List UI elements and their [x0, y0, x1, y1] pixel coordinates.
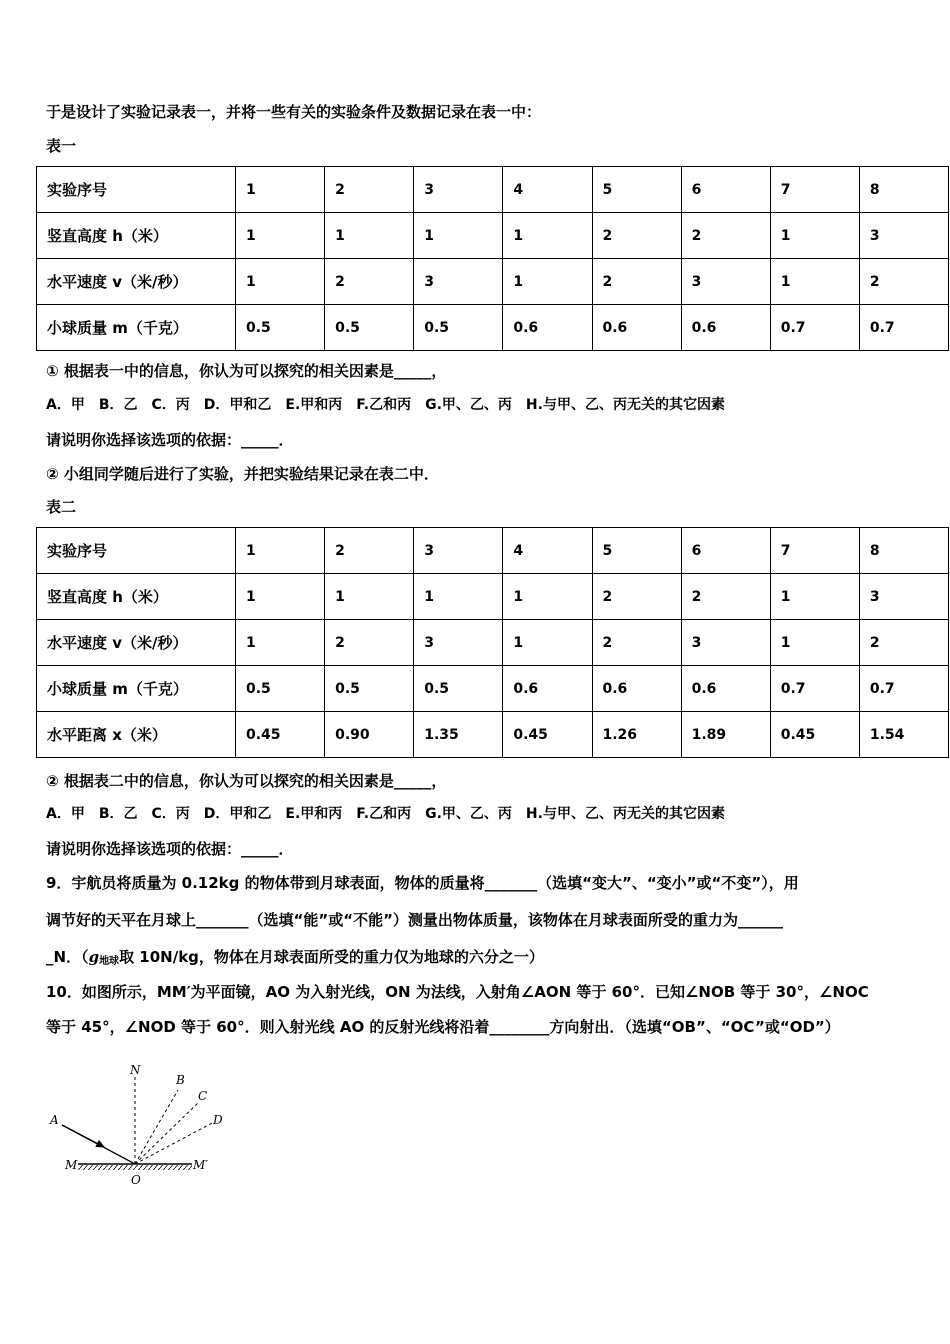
q10-line1: 10．如图所示，MM′为平面镜，AO 为入射光线，ON 为法线，入射角∠AON 等于 60°．已知∠NOB 等于 30°，∠NOC — [46, 983, 869, 1001]
label-A: A — [50, 1113, 59, 1127]
table-cell: 3 — [681, 259, 770, 305]
table-cell: 2 — [859, 259, 948, 305]
q9-line3-a: _N．（ — [46, 948, 89, 966]
ray-OC — [135, 1102, 199, 1164]
table-cell: 2 — [325, 167, 414, 213]
table-cell: 5 — [592, 528, 681, 574]
table-row — [37, 305, 949, 351]
table-cell: 2 — [325, 528, 414, 574]
table-cell: 1 — [236, 213, 325, 259]
table-cell: 1 — [770, 620, 859, 666]
table-cell: 3 — [414, 528, 503, 574]
table-cell: 4 — [503, 167, 592, 213]
label-O: O — [131, 1173, 141, 1187]
table-cell: 1 — [236, 528, 325, 574]
table-cell: 2 — [325, 259, 414, 305]
table-row — [37, 167, 949, 213]
row-label: 实验序号 — [37, 167, 236, 213]
row-label: 小球质量 m（千克） — [37, 666, 236, 712]
table-cell: 0.7 — [770, 305, 859, 351]
table-cell: 1 — [236, 574, 325, 620]
table-cell: 8 — [859, 167, 948, 213]
q1-question: ① 根据表一中的信息，你认为可以探究的相关因素是_____， — [46, 362, 447, 380]
table-cell: 3 — [859, 213, 948, 259]
row-label: 竖直高度 h（米） — [37, 574, 236, 620]
table-cell: 7 — [770, 528, 859, 574]
table-cell: 1.89 — [681, 712, 770, 758]
table-cell: 2 — [592, 620, 681, 666]
label-M: M — [65, 1158, 78, 1172]
q9-line2: 调节好的天平在月球上_______（选填“能”或“不能”）测量出物体质量，该物体在月球表面所受的重力为______ — [46, 911, 783, 929]
table-cell: 1 — [414, 574, 503, 620]
table-cell: 0.6 — [503, 666, 592, 712]
table-row — [37, 259, 949, 305]
table-cell: 0.6 — [592, 305, 681, 351]
table-cell: 3 — [414, 259, 503, 305]
table-cell: 0.5 — [236, 666, 325, 712]
table-cell: 0.7 — [770, 666, 859, 712]
q9-g-symbol: g — [88, 948, 100, 966]
q10-line2: 等于 45°，∠NOD 等于 60°．则入射光线 AO 的反射光线将沿着________方向射出．（选填“OB”、“OC”或“OD”） — [46, 1018, 840, 1036]
row-label: 实验序号 — [37, 528, 236, 574]
table-row — [37, 712, 949, 758]
table-cell: 1 — [236, 259, 325, 305]
table-cell: 1 — [325, 574, 414, 620]
table-cell: 2 — [592, 213, 681, 259]
table-cell: 0.45 — [503, 712, 592, 758]
table-cell: 1.26 — [592, 712, 681, 758]
intro-text: 于是设计了实验记录表一，并将一些有关的实验条件及数据记录在表一中： — [46, 103, 542, 121]
table-cell: 0.5 — [325, 666, 414, 712]
label-N: N — [130, 1063, 141, 1077]
q1-options: A．甲 B．乙 C．丙 D．甲和乙 E.甲和丙 F.乙和丙 G.甲、乙、丙 H.与甲、乙、丙无关的其它因素 — [46, 397, 725, 413]
table-cell: 0.5 — [325, 305, 414, 351]
table-cell: 1 — [503, 574, 592, 620]
table-cell: 6 — [681, 167, 770, 213]
table1 — [36, 166, 949, 351]
table-cell: 2 — [859, 620, 948, 666]
table-row — [37, 666, 949, 712]
table-cell: 2 — [325, 620, 414, 666]
table-cell: 0.45 — [236, 712, 325, 758]
label-B: B — [176, 1073, 185, 1087]
mirror-hatching — [78, 1165, 192, 1170]
q2-intro: ② 小组同学随后进行了实验，并把实验结果记录在表二中． — [46, 465, 439, 483]
table-cell: 1 — [770, 574, 859, 620]
table-cell: 1 — [770, 259, 859, 305]
table-cell: 2 — [592, 574, 681, 620]
table-row — [37, 528, 949, 574]
q1-reason: 请说明你选择该选项的依据：_____． — [46, 431, 294, 449]
table-cell: 1 — [414, 213, 503, 259]
q2-question: ② 根据表二中的信息，你认为可以探究的相关因素是_____， — [46, 772, 447, 790]
table-cell: 1.35 — [414, 712, 503, 758]
table1-title: 表一 — [46, 137, 77, 155]
table-cell: 0.90 — [325, 712, 414, 758]
table-cell: 3 — [681, 620, 770, 666]
table-row — [37, 620, 949, 666]
table-cell: 1 — [770, 213, 859, 259]
table-cell: 0.5 — [236, 305, 325, 351]
table-cell: 1 — [503, 213, 592, 259]
row-label: 水平速度 v（米/秒） — [37, 259, 236, 305]
table-cell: 3 — [859, 574, 948, 620]
table-cell: 2 — [681, 574, 770, 620]
table2 — [36, 527, 949, 758]
row-label: 小球质量 m（千克） — [37, 305, 236, 351]
q9-line3-b: 取 10N/kg，物体在月球表面所受的重力仅为地球的六分之一） — [119, 948, 544, 966]
q2-options: A．甲 B．乙 C．丙 D．甲和乙 E.甲和丙 F.乙和丙 G.甲、乙、丙 H.与甲、乙、丙无关的其它因素 — [46, 806, 725, 822]
table-cell: 8 — [859, 528, 948, 574]
row-label: 竖直高度 h（米） — [37, 213, 236, 259]
mirror-diagram — [40, 1060, 250, 1195]
table-cell: 0.5 — [414, 305, 503, 351]
q9-line3 — [46, 947, 544, 970]
table-cell: 1 — [503, 620, 592, 666]
table-cell: 0.6 — [681, 666, 770, 712]
table-cell: 5 — [592, 167, 681, 213]
table-cell: 0.6 — [681, 305, 770, 351]
table-cell: 1 — [236, 620, 325, 666]
table-cell: 1 — [236, 167, 325, 213]
table-cell: 6 — [681, 528, 770, 574]
table-cell: 0.6 — [503, 305, 592, 351]
table-row — [37, 574, 949, 620]
table-cell: 1.54 — [859, 712, 948, 758]
table-cell: 0.5 — [414, 666, 503, 712]
table-cell: 1 — [325, 213, 414, 259]
table-cell: 0.7 — [859, 666, 948, 712]
incident-ray-arrow — [62, 1125, 104, 1147]
q9-g-subscript: 地球 — [99, 956, 120, 967]
table-cell: 7 — [770, 167, 859, 213]
table-cell: 0.7 — [859, 305, 948, 351]
table-cell: 0.6 — [592, 666, 681, 712]
q2-reason: 请说明你选择该选项的依据：_____． — [46, 840, 294, 858]
table-cell: 1 — [503, 259, 592, 305]
table-cell: 3 — [414, 620, 503, 666]
table-cell: 0.45 — [770, 712, 859, 758]
label-M-prime: M′ — [193, 1158, 209, 1172]
q9-line1: 9．宇航员将质量为 0.12kg 的物体带到月球表面，物体的质量将_______（选填“变大”、“变小”或“不变”），用 — [46, 874, 799, 892]
table-cell: 2 — [592, 259, 681, 305]
table-cell: 3 — [414, 167, 503, 213]
label-C: C — [198, 1089, 208, 1103]
table-row — [37, 213, 949, 259]
label-D: D — [213, 1113, 223, 1127]
table-cell: 4 — [503, 528, 592, 574]
row-label: 水平速度 v（米/秒） — [37, 620, 236, 666]
row-label: 水平距离 x（米） — [37, 712, 236, 758]
table2-title: 表二 — [46, 498, 77, 516]
table-cell: 2 — [681, 213, 770, 259]
